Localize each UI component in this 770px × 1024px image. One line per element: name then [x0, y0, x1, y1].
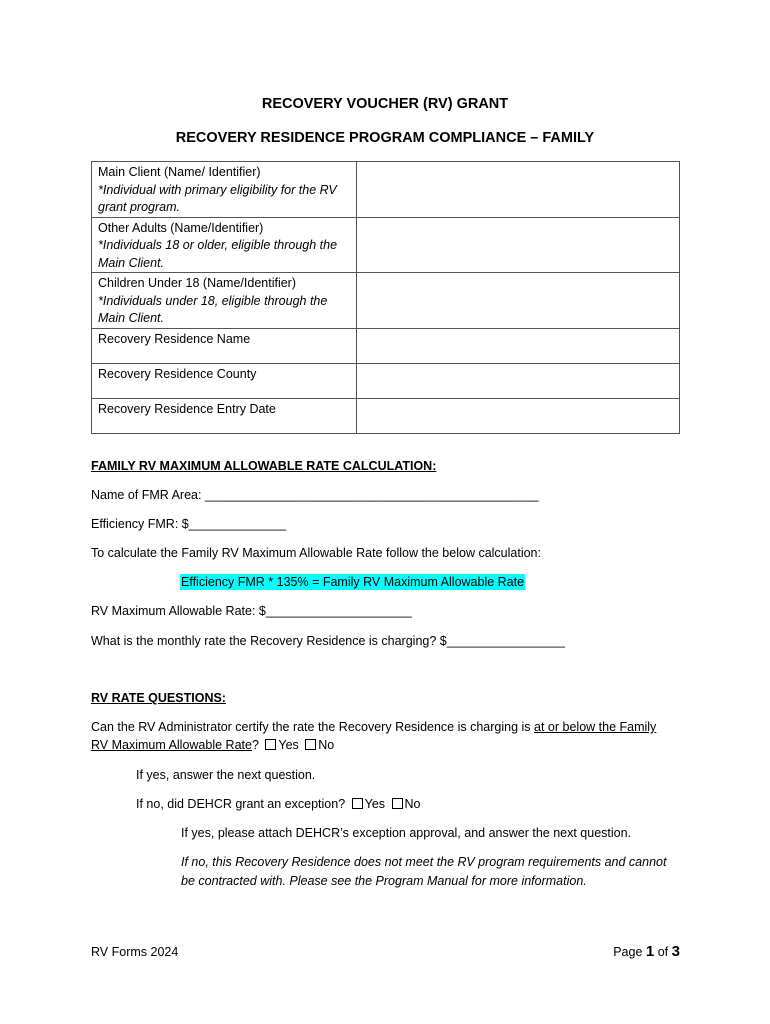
if-no-not-eligible-line-1: If no, this Recovery Residence does not meet the RV program requirements and cannot: [181, 855, 667, 869]
efficiency-fmr-field[interactable]: Efficiency FMR: $______________: [91, 517, 287, 531]
q2-no-label: No: [404, 797, 421, 811]
page-word: Page: [613, 945, 643, 959]
q1-yes-checkbox[interactable]: [265, 739, 276, 750]
question-1-mark: ?: [251, 738, 259, 752]
fmr-area-field[interactable]: Name of FMR Area: ________________________________________________: [91, 488, 539, 502]
q2-yes-label: Yes: [364, 797, 386, 811]
rate-questions-heading: RV RATE QUESTIONS:: [91, 691, 226, 705]
q2-no-checkbox[interactable]: [392, 798, 403, 809]
other-adults-label: Other Adults (Name/Identifier): [98, 220, 264, 235]
question-1-underlined: at or below the Family: [534, 720, 657, 734]
question-1-line-2: [91, 738, 334, 752]
table-label-cell: [92, 217, 357, 273]
rate-formula-highlight: Efficiency FMR * 135% = Family RV Maximum Allowable Rate: [181, 575, 525, 589]
if-no-not-eligible-line-2: be contracted with. Please see the Program Manual for more information.: [181, 874, 587, 888]
footer-form-name: RV Forms 2024: [91, 945, 179, 959]
document-subtitle: RECOVERY RESIDENCE PROGRAM COMPLIANCE – FAMILY: [175, 130, 595, 146]
question-2-text: If no, did DEHCR grant an exception?: [136, 797, 346, 811]
other-adults-note: *Individuals 18 or older, eligible through the Main Client.: [98, 238, 338, 270]
if-yes-attach-approval: If yes, please attach DEHCR’s exception approval, and answer the next question.: [181, 826, 632, 840]
residence-name-label: Recovery Residence Name: [92, 328, 357, 363]
table-row: [92, 398, 680, 433]
children-input[interactable]: [357, 273, 680, 329]
children-note: *Individuals under 18, eligible through the Main Client.: [98, 293, 328, 325]
question-1-text: Can the RV Administrator certify the rate the Recovery Residence is charging is: [91, 720, 535, 734]
table-row: [92, 273, 680, 329]
rate-calculation-heading: FAMILY RV MAXIMUM ALLOWABLE RATE CALCULATION:: [91, 459, 437, 473]
q1-no-label: No: [318, 738, 335, 752]
table-row: [92, 328, 680, 363]
question-1-underlined-cont: RV Maximum Allowable Rate: [91, 738, 252, 752]
other-adults-input[interactable]: [357, 217, 680, 273]
residence-entry-date-label: Recovery Residence Entry Date: [92, 398, 357, 433]
table-row: [92, 363, 680, 398]
q2-yes-checkbox[interactable]: [352, 798, 363, 809]
client-info-table: [91, 161, 680, 434]
table-label-cell: [92, 273, 357, 329]
main-client-label: Main Client (Name/ Identifier): [98, 165, 261, 179]
residence-name-input[interactable]: [357, 328, 680, 363]
residence-county-label: Recovery Residence County: [92, 363, 357, 398]
max-allowable-rate-field[interactable]: RV Maximum Allowable Rate: $_____________________: [91, 604, 412, 618]
rate-formula: [180, 575, 525, 589]
residence-entry-date-input[interactable]: [357, 398, 680, 433]
main-client-input[interactable]: [357, 162, 680, 218]
question-2-line: [136, 797, 421, 811]
monthly-rate-field[interactable]: What is the monthly rate the Recovery Residence is charging? $_________________: [91, 634, 565, 648]
page-total: 3: [671, 943, 680, 960]
children-label: Children Under 18 (Name/Identifier): [98, 276, 297, 290]
table-row: [92, 162, 680, 218]
residence-county-input[interactable]: [357, 363, 680, 398]
calculation-instruction: To calculate the Family RV Maximum Allowable Rate follow the below calculation:: [91, 546, 541, 560]
page-number: [613, 943, 680, 960]
of-word: of: [657, 945, 669, 959]
table-label-cell: [92, 162, 357, 218]
table-row: [92, 217, 680, 273]
document-title: RECOVERY VOUCHER (RV) GRANT: [261, 96, 509, 112]
main-client-note: *Individual with primary eligibility for the RV grant program.: [98, 182, 337, 214]
page-current: 1: [645, 943, 655, 960]
q1-no-checkbox[interactable]: [305, 739, 316, 750]
q1-yes-label: Yes: [278, 738, 299, 752]
question-1-line-1: [91, 720, 656, 734]
if-yes-answer-next: If yes, answer the next question.: [136, 768, 316, 782]
